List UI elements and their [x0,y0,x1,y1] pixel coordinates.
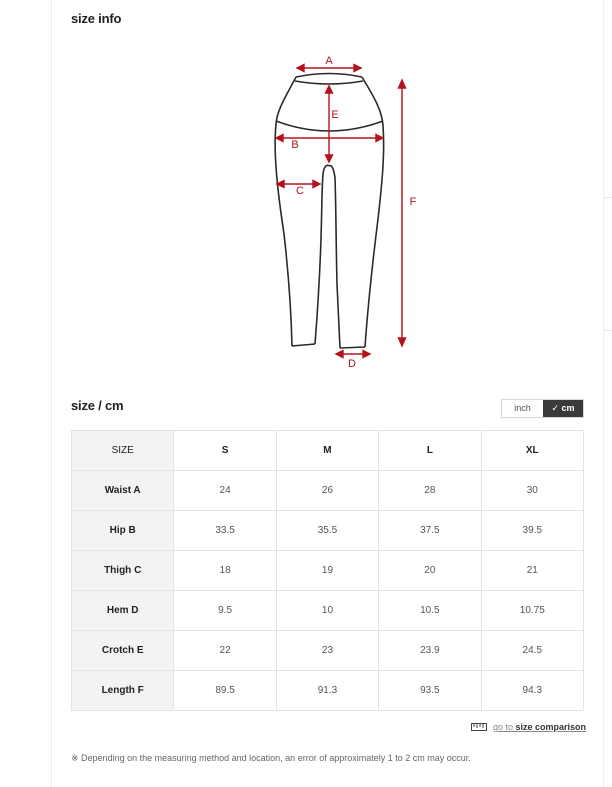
size-column-header: M [276,431,378,471]
table-cell: 24 [174,471,276,511]
unit-cm-button[interactable]: ✓ cm [543,400,583,417]
size-info-title: size info [71,11,122,26]
table-row [72,511,584,551]
row-label: Crotch E [72,631,174,671]
measurement-arrows [276,65,406,358]
table-cell: 10.5 [379,591,481,631]
right-divider-tick [604,330,612,331]
right-divider-tick [604,197,612,198]
table-cell: 23.9 [379,631,481,671]
size-column-header: XL [481,431,583,471]
table-row [72,631,584,671]
table-cell: 22 [174,631,276,671]
size-chart-title: size / cm [71,398,124,413]
table-cell: 20 [379,551,481,591]
row-label: Length F [72,671,174,711]
table-cell: 30 [481,471,583,511]
table-cell: 24.5 [481,631,583,671]
table-cell: 23 [276,631,378,671]
label-f: F [409,196,417,208]
page-right-divider [603,0,604,787]
label-a: A [325,55,333,67]
table-cell: 93.5 [379,671,481,711]
size-comparison-link[interactable] [493,722,586,732]
label-d: D [348,358,356,370]
size-comparison-prefix: go to [493,722,516,732]
label-e: E [331,109,339,121]
table-cell: 10 [276,591,378,631]
table-cell: 10.75 [481,591,583,631]
size-column-header: L [379,431,481,471]
row-label: Hem D [72,591,174,631]
table-row [72,671,584,711]
ruler-icon [471,723,487,731]
table-cell: 19 [276,551,378,591]
table-cell: 94.3 [481,671,583,711]
label-b: B [291,139,299,151]
measurement-note: ※ Depending on the measuring method and location, an error of approximately 1 to 2 cm may occur. [71,753,471,763]
table-cell: 91.3 [276,671,378,711]
table-cell: 33.5 [174,511,276,551]
page-left-divider [51,0,52,787]
table-cell: 37.5 [379,511,481,551]
table-cell: 26 [276,471,378,511]
table-cell: 28 [379,471,481,511]
table-row [72,471,584,511]
table-row [72,551,584,591]
size-header-cell: SIZE [72,431,174,471]
table-header-row [72,431,584,471]
table-row [72,591,584,631]
size-table [71,430,584,711]
leggings-measurement-diagram [260,44,430,374]
row-label: Thigh C [72,551,174,591]
size-comparison-link-label: size comparison [515,722,587,732]
table-cell: 35.5 [276,511,378,551]
unit-inch-button[interactable]: inch [502,400,543,417]
table-cell: 21 [481,551,583,591]
table-cell: 9.5 [174,591,276,631]
label-c: C [296,185,304,197]
row-label: Hip B [72,511,174,551]
row-label: Waist A [72,471,174,511]
table-cell: 18 [174,551,276,591]
size-comparison-link-row [471,722,586,732]
unit-toggle [501,399,584,418]
size-column-header: S [174,431,276,471]
table-cell: 39.5 [481,511,583,551]
table-cell: 89.5 [174,671,276,711]
